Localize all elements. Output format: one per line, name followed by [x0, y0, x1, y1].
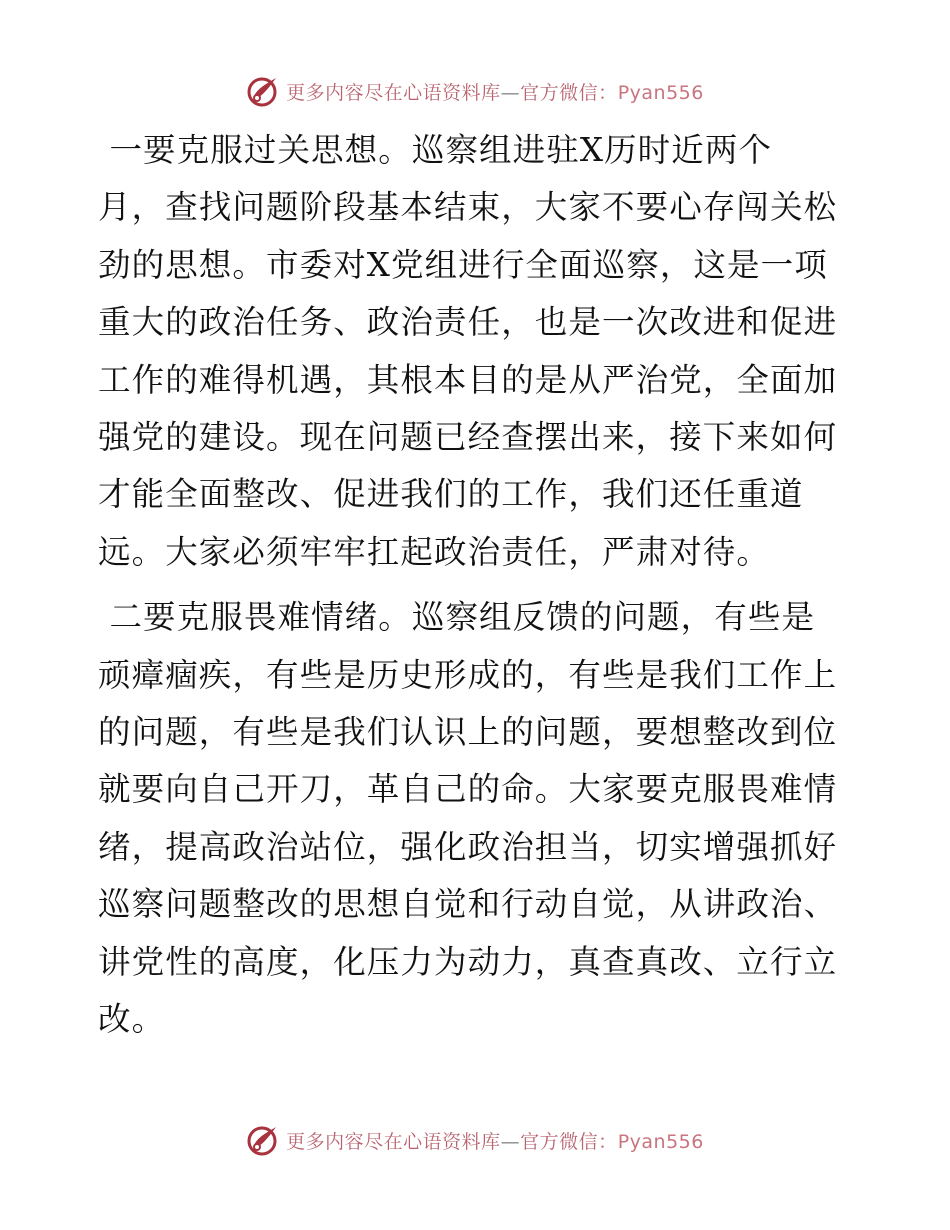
brush-logo-icon	[246, 1123, 280, 1157]
banner-contact-label: 官方微信：	[520, 81, 618, 104]
paragraph-2	[98, 589, 858, 1048]
text-line: 工作的难得机遇，其根本目的是从严治党，全面加	[98, 360, 838, 399]
banner-main-text: 更多内容尽在心语资料库	[286, 1130, 501, 1153]
footer-banner	[0, 1120, 950, 1160]
text-line: 一要克服过关思想。巡察组进驻X历时近两个	[98, 131, 773, 169]
banner-contact-label: 官方微信：	[520, 1130, 618, 1153]
brush-logo-icon	[246, 74, 280, 108]
banner-separator: —	[500, 1130, 521, 1153]
banner-content	[246, 74, 704, 108]
text-line: 巡察问题整改的思想自觉和行动自觉，从讲政治、	[98, 885, 838, 924]
text-line: 改。	[98, 1000, 166, 1039]
text-line: 远。大家必须牢牢扛起政治责任，严肃对待。	[98, 532, 771, 571]
text-line: 才能全面整改、促进我们的工作，我们还任重道	[98, 475, 804, 514]
banner-content	[246, 1123, 704, 1157]
banner-separator: —	[500, 81, 521, 104]
text-line: 顽瘴痼疾，有些是历史形成的，有些是我们工作上	[98, 655, 838, 694]
text-line: 月，查找问题阶段基本结束，大家不要心存闯关松	[98, 188, 838, 227]
text-line: 就要向自己开刀，革自己的命。大家要克服畏难情	[98, 770, 838, 809]
text-line: 讲党性的高度，化压力为动力，真查真改、立行立	[98, 942, 838, 981]
text-line: 强党的建设。现在问题已经查摆出来，接下来如何	[98, 418, 838, 457]
banner-text	[286, 78, 704, 105]
banner-main-text: 更多内容尽在心语资料库	[286, 81, 501, 104]
text-line: 重大的政治任务、政治责任，也是一次改进和促进	[98, 303, 838, 342]
header-banner	[0, 71, 950, 111]
text-line: 绪，提高政治站位，强化政治担当，切实增强抓好	[98, 827, 838, 866]
text-line: 二要克服畏难情绪。巡察组反馈的问题，有些是	[98, 598, 816, 637]
document-body	[98, 122, 858, 1049]
text-line: 的问题，有些是我们认识上的问题，要想整改到位	[98, 713, 838, 752]
banner-text	[286, 1127, 704, 1154]
paragraph-1	[98, 122, 858, 581]
text-line: 劲的思想。市委对X党组进行全面巡察，这是一项	[98, 245, 828, 284]
banner-handle: Pyan556	[617, 1130, 704, 1153]
banner-handle: Pyan556	[617, 81, 704, 104]
